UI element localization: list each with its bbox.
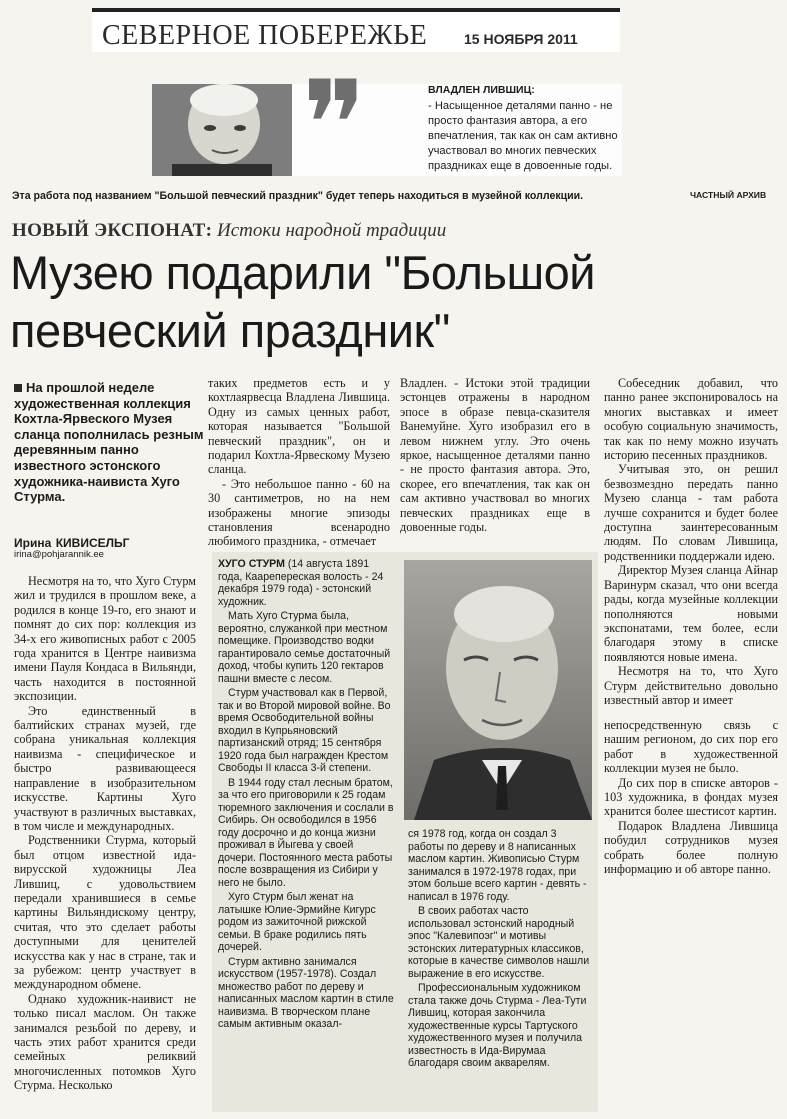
col1-paragraph: Родственники Стурма, который был отцом известной ида-вирусской художницы Леа Лившиц, с удовольствием передали хранившиеся в семье картины Вильяндискому центру, считая, что это сделает работы доступными для ценителей искусства как у нас в стране, так и за рубежом: центр участвует в международном обмене. [14, 833, 196, 992]
masthead [92, 8, 620, 52]
col1-paragraph: Это единственный в балтийских странах музей, где собрана уникальная коллекция наивизма - специфическое и быстро развивающееся направление в изобразительном искусстве. Картины Хуго участвуют в различных выставках, в том числе и международных. [14, 703, 196, 833]
col4-paragraph: Подарок Владлена Лившица побудил сотрудников музея собрать более полную информацию и об авторе панно. [604, 818, 778, 877]
bio-portrait-photo [404, 560, 592, 820]
col4-paragraph: непосредственную связь с нашим регионом, до сих пор его работ в художественной коллекции музея не было. [604, 718, 778, 776]
bio-paragraph: В своих работах часто использовал эстонский народный эпос "Калевипоэг" и мотивы эстонских литературных классиков, которые в качестве символов нашли выражение в его искусстве. [408, 905, 590, 980]
bio-name: ХУГО СТУРМ [218, 558, 285, 570]
rubric [12, 220, 446, 242]
headline [10, 244, 780, 360]
quote-speaker: ВЛАДЛЕН ЛИВШИЦ: [428, 84, 535, 96]
author-email: irina@pohjarannik.ee [14, 549, 104, 560]
photo-credit: ЧАСТНЫЙ АРХИВ [690, 190, 767, 200]
headline-line-1: Музею подарили "Большой [10, 246, 596, 299]
col2-paragraph: таких предметов есть и у кохтлаярвесца Владлена Лившица. Одну из самых ценных работ, которая называется "Большой певческий праздник", он и подарил Кохтла-Ярвескому Музею сланца. [208, 376, 390, 477]
quote-mark-icon: ❞ [302, 56, 367, 195]
col4-paragraph: Учитывая это, он решил безвозмездно передать панно Музею сланца - там работа лучше сохранится и будет более доступна заинтересованным людям. По словам Лившица, родственники поддержали идею. [604, 462, 778, 563]
col4-paragraph: Собеседник добавил, что панно ранее экспонировалось на многих выставках и имеет особую социальную значимость, так как по нему можно изучать историю песенных праздников. [604, 376, 778, 463]
column-3 [400, 376, 590, 534]
bio-right-column [408, 828, 592, 1072]
masthead-date: 15 НОЯБРЯ 2011 [464, 31, 578, 47]
headline-line-2: певческий праздник" [10, 304, 450, 357]
col1-paragraph: Несмотря на то, что Хуго Стурм жил и трудился в прошлом веке, а родился в конце 19-го, его знают и помнят до сих пор: коллекция из 34-х его живописных работ с 2005 года хранится в Центре наивизма имени Пауля Кондаса в Вильянди, часть находится в постоянной экспозиции. [14, 574, 196, 704]
bio-intro-text: (14 августа 1891 года, Каарепереская волость - 24 декабря 1979 года) - эстонский художник. [218, 558, 384, 608]
col4-paragraph: Несмотря на то, что Хуго Стурм действительно довольно известный автор и имеет [604, 664, 778, 707]
bio-paragraph: Профессиональным художником стала также дочь Стурма - Леа-Тути Лившиц, которая закончила художественные курсы Тартуского художественного музея и получила известность в Ида-Вирумаа благодаря своим акварелям. [408, 982, 587, 1069]
col4-paragraph: До сих пор в списке авторов - 103 художника, в фондах музея хранится более шестисот картин. [604, 775, 778, 819]
quote-portrait-photo [152, 84, 292, 176]
bio-paragraph: ся 1978 год, когда он создал 3 работы по дереву и 8 написанных маслом картин. Живописью Стурм занимался в 1972-1978 годах, при этом больше всего картин - девять - написал в 1976 году. [408, 828, 587, 903]
bio-intro [218, 558, 394, 608]
lead-text: На прошлой неделе художественная коллекция Кохтла-Ярвеского Музея сланца пополнилась резным деревянным панно известного эстонского художника-наивиста Хуго Стурма. [14, 380, 204, 505]
lead-block [14, 380, 214, 505]
column-4-bottom [604, 718, 778, 876]
column-4-top [604, 376, 778, 707]
author-last-name: КИВИСЕЛЬГ [55, 536, 130, 550]
bio-paragraph: Хуго Стурм был женат на латышке Юлие-Эрмийне Кигурс родом из зажиточной рижской семьи. В браке родились пять дочерей. [218, 891, 376, 953]
author-first-name: Ирина [14, 536, 52, 550]
masthead-top-rule [92, 8, 620, 12]
bio-paragraph: Мать Хуго Стурма была, вероятно, служанкой при местном помещике. Производство водки гарантировало семье достаточный доход, чтобы купить 120 гектаров пашни вместе с лесом. [218, 610, 391, 685]
bio-left-column [218, 558, 394, 1033]
bio-paragraph: В 1944 году стал лесным братом, за что его приговорили к 25 годам тюремного заключения и сослали в Сибирь. Он освободился в 1956 году досрочно и до конца жизни проживал в Йыгева у своей дочери. Постоянного места работы после возвращения из Сибири у него не было. [218, 776, 394, 889]
lead-bullet-icon [14, 384, 22, 392]
column-1 [14, 574, 196, 1093]
bio-sidebar [212, 552, 598, 1112]
photo-caption: Эта работа под названием "Большой певческий праздник" будет теперь находиться в музейной коллекции. [12, 190, 584, 202]
column-2 [208, 376, 390, 549]
quote-strip [152, 56, 622, 195]
quote-text: - Насыщенное деталями панно - не просто фантазия автора, а его впечатления, так как он сам активно участвовал во многих певческих праздниках еще в довоенные годы. [428, 100, 618, 172]
col1-paragraph: Однако художник-наивист не только писал маслом. Он также занимался резьбой по дереву, и часть этих работ хранится среди семейных реликвий многочисленных потомков Хуго Стурма. Несколько [14, 991, 196, 1093]
col2-paragraph: - Это небольшое панно - 60 на 30 сантиметров, но на нем изображены многие эпизоды становления всенародно любимого праздника, - отмечает [208, 476, 390, 549]
bio-paragraph: Стурм активно занимался искусством (1957-1978). Создал множество работ по дереву и написанных маслом картин в стиле наивизма. В творческом плане самым активным оказал- [218, 955, 394, 1030]
bio-paragraph: Стурм участвовал как в Первой, так и во Второй мировой войне. Во время Освободительной войны входил в Купрьяновский партизанский отряд; 15 сентября 1920 года был награжден Крестом Свободы II класса 3-й степени. [218, 687, 391, 774]
rubric-label: НОВЫЙ ЭКСПОНАТ: [12, 220, 213, 241]
col3-paragraph: Владлен. - Истоки этой традиции эстонцев отражены в народном эпосе в образе певца-сказителя Ванемуйне. Хуго изобразил его в левом нижнем углу. Это очень яркое, насыщенное деталями панно - не просто фантазия автора. Это, скорее, его впечатления, так как он сам активно участвовал во многих певческих праздниках еще в довоенные годы. [400, 376, 590, 535]
masthead-title: СЕВЕРНОЕ ПОБЕРЕЖЬЕ [102, 20, 428, 51]
rubric-topic: Истоки народной традиции [216, 220, 447, 241]
col4-paragraph: Директор Музея сланца Айнар Варинурм сказал, что они всегда рады, когда музейные коллекции пополняются новыми экспонатами, тем более, если благодаря этому в списке появляются новые имена. [604, 563, 778, 664]
